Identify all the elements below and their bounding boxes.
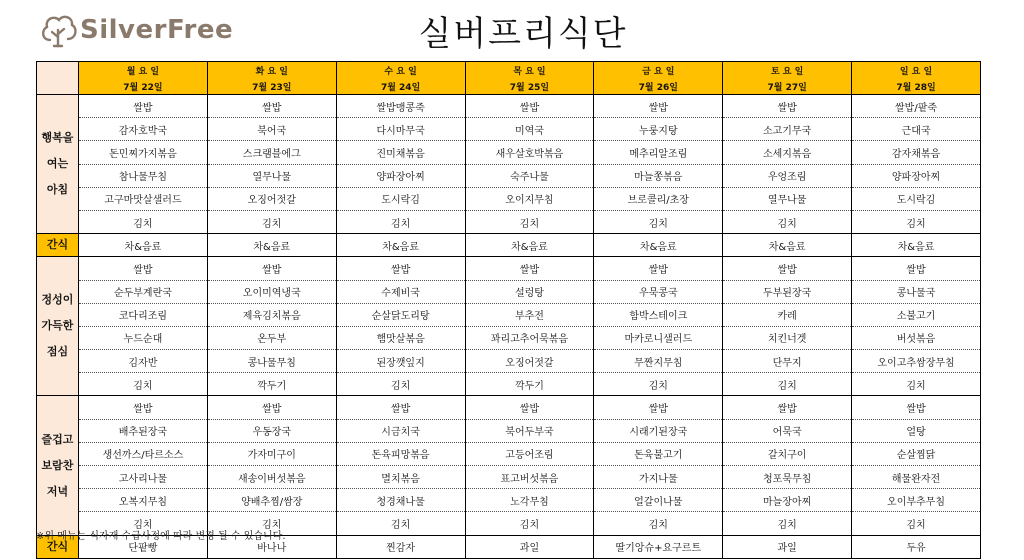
menu-cell: 누룽지탕 <box>594 118 723 141</box>
menu-cell: 깍두기 <box>465 373 594 396</box>
menu-cell: 쌀밥 <box>594 257 723 280</box>
menu-cell: 열무나물 <box>207 164 336 187</box>
menu-cell: 새우살호박볶음 <box>465 141 594 164</box>
lunch-label-line: 정성이 <box>41 293 74 307</box>
menu-row <box>37 303 981 326</box>
menu-cell: 된장깻잎지 <box>336 350 465 373</box>
snack-cell: 과일 <box>723 535 852 558</box>
breakfast-label-line: 행복을 <box>41 131 74 145</box>
menu-row <box>37 141 981 164</box>
menu-cell: 노각무침 <box>465 489 594 512</box>
menu-cell: 쌀밥 <box>852 396 981 419</box>
menu-cell: 시금치국 <box>336 419 465 442</box>
menu-cell: 얼갈이나물 <box>594 489 723 512</box>
dinner-label-line: 보람찬 <box>41 458 74 472</box>
menu-row <box>37 164 981 187</box>
lunch-label-line: 가득한 <box>41 319 74 333</box>
menu-cell: 돈육불고기 <box>594 442 723 465</box>
menu-cell: 도시락김 <box>336 187 465 210</box>
menu-cell: 김치 <box>723 512 852 535</box>
menu-row <box>37 396 981 419</box>
snack-cell: 차&음료 <box>207 234 336 257</box>
menu-cell: 고사리나물 <box>79 466 208 489</box>
snack-cell: 두유 <box>852 535 981 558</box>
menu-cell: 얼탕 <box>852 419 981 442</box>
menu-cell: 고구마맛살샐러드 <box>79 187 208 210</box>
menu-cell: 고등어조림 <box>465 442 594 465</box>
snack-cell: 차&음료 <box>79 234 208 257</box>
menu-row <box>37 95 981 118</box>
menu-cell: 쌀밥 <box>207 396 336 419</box>
menu-cell: 오이부추무침 <box>852 489 981 512</box>
menu-row <box>37 118 981 141</box>
menu-cell: 멸치볶음 <box>336 466 465 489</box>
menu-cell: 쌀밥 <box>723 257 852 280</box>
menu-cell: 오징어젓갈 <box>207 187 336 210</box>
menu-cell: 콩나물국 <box>852 280 981 303</box>
menu-cell: 쌀밥맹콩죽 <box>336 95 465 118</box>
logo-text: SilverFree <box>80 15 234 45</box>
menu-cell: 쌀밥 <box>336 396 465 419</box>
menu-cell: 표고버섯볶음 <box>465 466 594 489</box>
meal-plan-table <box>36 61 981 559</box>
menu-cell: 무짠지무침 <box>594 350 723 373</box>
menu-cell: 도시락김 <box>852 187 981 210</box>
menu-cell: 우묵콩국 <box>594 280 723 303</box>
snack-cell: 차&음료 <box>723 234 852 257</box>
menu-cell: 콩나물무침 <box>207 350 336 373</box>
menu-cell: 양파장아찌 <box>852 164 981 187</box>
day-name-header: 일 요 일 <box>852 62 981 79</box>
menu-cell: 꽈리고추어묵볶음 <box>465 326 594 349</box>
menu-cell: 쌀밥 <box>207 257 336 280</box>
menu-cell: 김자반 <box>79 350 208 373</box>
menu-cell: 근대국 <box>852 118 981 141</box>
day-date-header: 7월 22일 <box>79 78 208 95</box>
menu-cell: 소고기무국 <box>723 118 852 141</box>
menu-cell: 김치 <box>852 512 981 535</box>
menu-cell: 김치 <box>207 210 336 233</box>
menu-cell: 오이지무침 <box>465 187 594 210</box>
menu-cell: 두부된장국 <box>723 280 852 303</box>
menu-cell: 김치 <box>594 210 723 233</box>
menu-cell: 감자채볶음 <box>852 141 981 164</box>
snack-cell: 차&음료 <box>336 234 465 257</box>
menu-cell: 가지나물 <box>594 466 723 489</box>
menu-cell: 감자호박국 <box>79 118 208 141</box>
menu-cell: 김치 <box>723 210 852 233</box>
menu-cell: 쌀밥 <box>465 257 594 280</box>
menu-row <box>37 257 981 280</box>
menu-cell: 누드순대 <box>79 326 208 349</box>
menu-cell: 배추된장국 <box>79 419 208 442</box>
menu-cell: 숙주나물 <box>465 164 594 187</box>
menu-cell: 시래기된장국 <box>594 419 723 442</box>
menu-cell: 브로콜리/초장 <box>594 187 723 210</box>
menu-cell: 김치 <box>79 512 208 535</box>
menu-cell: 다시마무국 <box>336 118 465 141</box>
menu-cell: 쌀밥 <box>594 95 723 118</box>
menu-cell: 청경채나물 <box>336 489 465 512</box>
menu-cell: 돈육피망볶음 <box>336 442 465 465</box>
lunch-label <box>37 257 79 396</box>
menu-cell: 어묵국 <box>723 419 852 442</box>
snack-cell: 차&음료 <box>852 234 981 257</box>
menu-row <box>37 442 981 465</box>
day-date-header: 7월 26일 <box>594 78 723 95</box>
page-title: 실버프리식단 <box>418 14 628 54</box>
menu-row <box>37 419 981 442</box>
menu-cell: 쌀밥 <box>594 396 723 419</box>
menu-cell: 가자미구이 <box>207 442 336 465</box>
menu-cell: 마카로니샐러드 <box>594 326 723 349</box>
menu-cell: 김치 <box>336 512 465 535</box>
day-date-header: 7월 28일 <box>852 78 981 95</box>
menu-cell: 생선까스/타르소스 <box>79 442 208 465</box>
menu-row <box>37 489 981 512</box>
menu-cell: 메추리알조림 <box>594 141 723 164</box>
menu-cell: 오징어젓갈 <box>465 350 594 373</box>
menu-cell: 제육김치볶음 <box>207 303 336 326</box>
snack-label: 간식 <box>37 535 79 558</box>
menu-cell: 온두부 <box>207 326 336 349</box>
breakfast-label-line: 아침 <box>46 183 69 197</box>
snack-cell: 단팥빵 <box>79 535 208 558</box>
menu-cell: 순두부계란국 <box>79 280 208 303</box>
menu-cell: 김치 <box>465 512 594 535</box>
menu-cell: 양파장아찌 <box>336 164 465 187</box>
menu-cell: 북어국 <box>207 118 336 141</box>
menu-cell: 열무나물 <box>723 187 852 210</box>
snack-cell: 차&음료 <box>594 234 723 257</box>
menu-cell: 쌀밥 <box>79 396 208 419</box>
snack-cell: 차&음료 <box>465 234 594 257</box>
day-name-header: 목 요 일 <box>465 62 594 79</box>
day-name-header: 금 요 일 <box>594 62 723 79</box>
menu-cell: 김치 <box>594 373 723 396</box>
menu-cell: 깍두기 <box>207 373 336 396</box>
menu-cell: 스크램블에그 <box>207 141 336 164</box>
menu-cell: 김치 <box>336 373 465 396</box>
menu-cell: 김치 <box>207 512 336 535</box>
menu-cell: 쌀밥 <box>852 257 981 280</box>
menu-cell: 쌀밥 <box>465 396 594 419</box>
day-name-header: 화 요 일 <box>207 62 336 79</box>
menu-cell: 김치 <box>79 373 208 396</box>
snack-cell: 찐감자 <box>336 535 465 558</box>
menu-row <box>37 210 981 233</box>
menu-cell: 부추전 <box>465 303 594 326</box>
snack-label: 간식 <box>37 234 79 257</box>
dinner-label-line: 즐겁고 <box>41 432 74 446</box>
menu-cell: 돈민찌가지볶음 <box>79 141 208 164</box>
menu-cell: 양배추찜/쌈장 <box>207 489 336 512</box>
menu-cell: 설렁탕 <box>465 280 594 303</box>
day-date-header: 7월 24일 <box>336 78 465 95</box>
day-date-header: 7월 25일 <box>465 78 594 95</box>
menu-cell: 갈치구이 <box>723 442 852 465</box>
menu-cell: 김치 <box>852 210 981 233</box>
menu-cell: 쌀밥 <box>79 95 208 118</box>
menu-cell: 새송이버섯볶음 <box>207 466 336 489</box>
lunch-label-line: 점심 <box>46 345 69 359</box>
menu-row <box>37 280 981 303</box>
menu-cell: 코다리조림 <box>79 303 208 326</box>
menu-cell: 소세지볶음 <box>723 141 852 164</box>
day-name-header: 수 요 일 <box>336 62 465 79</box>
menu-cell: 해물완자전 <box>852 466 981 489</box>
menu-cell: 오이고추쌈장무침 <box>852 350 981 373</box>
menu-cell: 청포묵무침 <box>723 466 852 489</box>
menu-cell: 쌀밥 <box>207 95 336 118</box>
menu-cell: 참나물무침 <box>79 164 208 187</box>
day-name-header: 월 요 일 <box>79 62 208 79</box>
menu-cell: 카레 <box>723 303 852 326</box>
breakfast-label <box>37 95 79 234</box>
dinner-label-line: 저녁 <box>46 484 69 498</box>
menu-cell: 순살닭도리탕 <box>336 303 465 326</box>
menu-cell: 쌀밥 <box>465 95 594 118</box>
menu-cell: 쌀밥/팥죽 <box>852 95 981 118</box>
menu-cell: 김치 <box>852 373 981 396</box>
menu-cell: 수제비국 <box>336 280 465 303</box>
day-name-header: 토 요 일 <box>723 62 852 79</box>
menu-cell: 단무지 <box>723 350 852 373</box>
menu-row <box>37 350 981 373</box>
menu-cell: 버섯볶음 <box>852 326 981 349</box>
menu-cell: 마늘쫑볶음 <box>594 164 723 187</box>
menu-cell: 함박스테이크 <box>594 303 723 326</box>
menu-cell: 쌀밥 <box>336 257 465 280</box>
footer-note: ※위 메뉴는 식자재 수급사정에 따라 변경 될 수 있습니다. <box>36 531 286 542</box>
menu-row <box>37 187 981 210</box>
menu-cell: 북어두부국 <box>465 419 594 442</box>
menu-cell: 김치 <box>594 512 723 535</box>
menu-cell: 치킨너겟 <box>723 326 852 349</box>
menu-cell: 쌀밥 <box>723 95 852 118</box>
menu-cell: 우동장국 <box>207 419 336 442</box>
menu-cell: 김치 <box>465 210 594 233</box>
menu-cell: 우엉조림 <box>723 164 852 187</box>
breakfast-label-line: 여는 <box>46 157 69 171</box>
menu-cell: 진미채볶음 <box>336 141 465 164</box>
menu-cell: 미역국 <box>465 118 594 141</box>
snack-row <box>37 234 981 257</box>
menu-cell: 쌀밥 <box>79 257 208 280</box>
menu-row <box>37 466 981 489</box>
menu-cell: 순살찜닭 <box>852 442 981 465</box>
menu-cell: 김치 <box>723 373 852 396</box>
day-date-header: 7월 27일 <box>723 78 852 95</box>
day-date-header: 7월 23일 <box>207 78 336 95</box>
menu-cell: 김치 <box>336 210 465 233</box>
menu-row <box>37 373 981 396</box>
menu-cell: 소불고기 <box>852 303 981 326</box>
menu-cell: 오이미역냉국 <box>207 280 336 303</box>
menu-cell: 김치 <box>79 210 208 233</box>
snack-cell: 딸기앙슈+요구르트 <box>594 535 723 558</box>
snack-cell: 바나나 <box>207 535 336 558</box>
snack-cell: 과일 <box>465 535 594 558</box>
menu-cell: 햄맛살볶음 <box>336 326 465 349</box>
menu-cell: 오복지무침 <box>79 489 208 512</box>
menu-cell: 마늘장아찌 <box>723 489 852 512</box>
menu-cell: 쌀밥 <box>723 396 852 419</box>
dinner-label <box>37 396 79 535</box>
menu-row <box>37 326 981 349</box>
table-corner <box>37 62 79 95</box>
